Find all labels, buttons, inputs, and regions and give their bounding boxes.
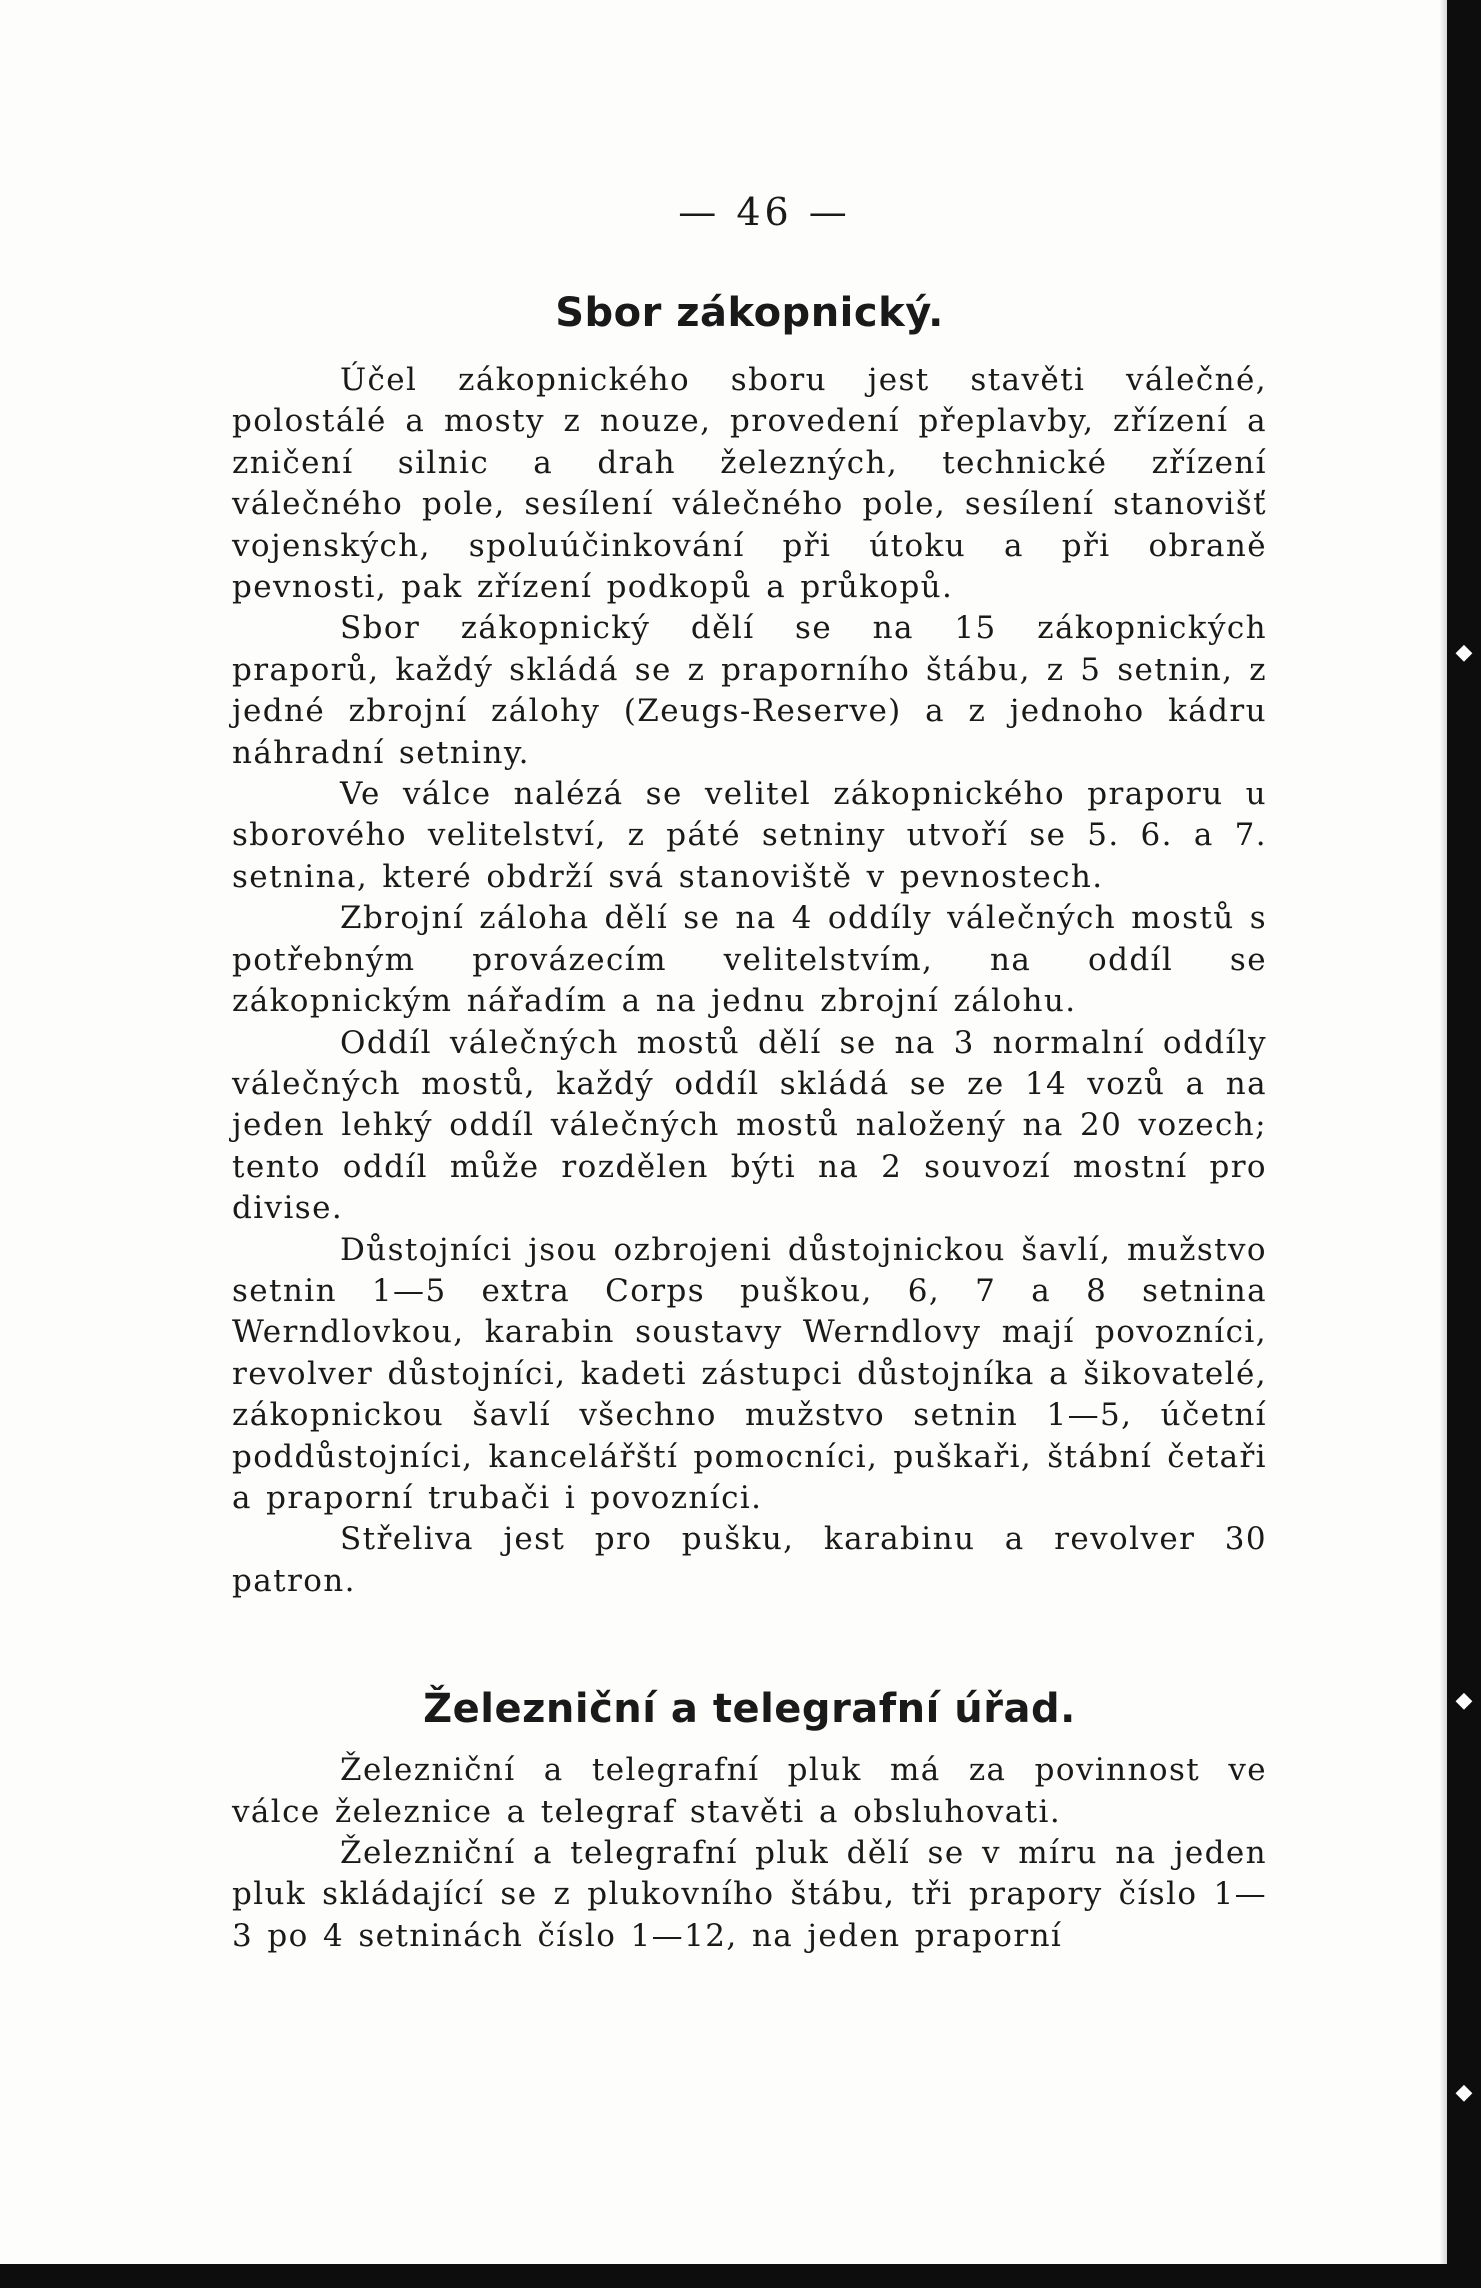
margin-mark-icon: ◆ bbox=[1455, 2080, 1473, 2105]
page-gutter-shadow bbox=[1439, 0, 1447, 2288]
paragraph: Sbor zákopnický dělí se na 15 zákopnických praporů, každý skládá se z praporního štábu, z 5 setnin, z jedné zbrojní zálohy (Zeugs-Reserve) a z jednoho kádru náhradní setniny. bbox=[232, 610, 1267, 771]
paragraph: Železniční a telegrafní pluk má za povinnost ve válce železnice a telegraf stavěti a obsluhovati. bbox=[232, 1752, 1267, 1830]
section-title-railway-telegraph: Železniční a telegrafní úřad. bbox=[423, 1686, 1076, 1733]
paragraph: Účel zákopnického sboru jest stavěti válečné, polostálé a mosty z nouze, provedení přeplavby, zřízení a zničení silnic a drah železných, technické zřízení válečného pole, sesílení válečného pole, sesílení stanovišť vojenských, spoluúčinkování při útoku a při obraně pevnosti, pak zřízení podkopů a průkopů. bbox=[232, 362, 1267, 606]
paragraph: Střeliva jest pro pušku, karabinu a revolver 30 patron. bbox=[232, 1521, 1267, 1599]
paragraph: Důstojníci jsou ozbrojeni důstojnickou šavlí, mužstvo setnin 1—5 extra Corps puškou, 6, 7 a 8 setnina Werndlovkou, karabin soustavy Werndlovy mají povozníci, revolver důstojníci, kadeti zástupci důstojníka a šikovatelé, zákopnickou šavlí všechno mužstvo setnin 1—5, účetní poddůstojníci, kancelářští pomocníci, puškaři, štábní četaři a praporní trubači i povozníci. bbox=[232, 1231, 1267, 1516]
margin-mark-icon: ◆ bbox=[1455, 1688, 1473, 1713]
page-content bbox=[232, 190, 1267, 1957]
section-body-sappers bbox=[232, 360, 1267, 1602]
paragraph: Železniční a telegrafní pluk dělí se v míru na jeden pluk skládající se z plukovního štábu, tři prapory číslo 1—3 po 4 setninách číslo 1—12, na jeden praporní bbox=[232, 1835, 1267, 1954]
scan-border-right bbox=[1447, 0, 1481, 2288]
paragraph: Oddíl válečných mostů dělí se na 3 normalní oddíly válečných mostů, každý oddíl skládá se ze 14 vozů a na jeden lehký oddíl válečných mostů naložený na 20 vozech; tento oddíl může rozdělen býti na 2 souvozí mostní pro divise. bbox=[232, 1024, 1267, 1227]
paragraph: Ve válce nalézá se velitel zákopnického praporu u sborového velitelství, z páté setniny utvoří se 5. 6. a 7. setnina, které obdrží svá stanoviště v pevnostech. bbox=[232, 776, 1267, 895]
section-body-railway-telegraph bbox=[232, 1750, 1267, 1957]
scan-border-bottom bbox=[0, 2264, 1481, 2288]
section-title-sappers: Sbor zákopnický. bbox=[555, 290, 944, 336]
margin-mark-icon: ◆ bbox=[1455, 640, 1473, 665]
page-number: — 46 — bbox=[678, 190, 851, 234]
paragraph: Zbrojní záloha dělí se na 4 oddíly válečných mostů s potřebným provázecím velitelstvím, na oddíl se zákopnickým nářadím a na jednu zbrojní zálohu. bbox=[232, 900, 1267, 1020]
